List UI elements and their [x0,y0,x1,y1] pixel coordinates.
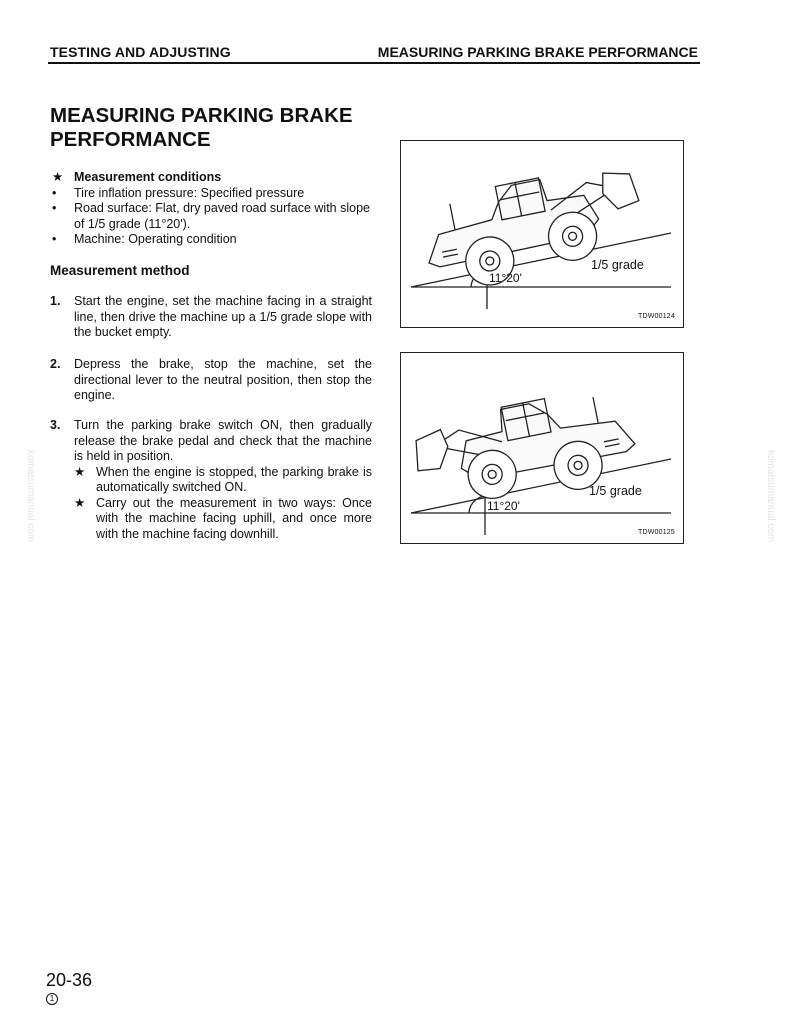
figure-uphill [400,140,684,328]
condition-text: Machine: Operating condition [74,232,237,246]
measurement-conditions [50,170,372,248]
page-topic-header: MEASURING PARKING BRAKE PERFORMANCE [377,44,698,60]
method-step-1 [50,294,372,341]
method-step-2 [50,357,372,404]
condition-item [50,201,372,232]
method-note [50,496,372,543]
wheel-loader-uphill-illustration [401,141,683,327]
step-text: Turn the parking brake switch ON, then gradually release the brake pedal and check that the machine is held in position. [74,418,372,463]
figure-code: TDW00124 [637,313,675,320]
section-header: TESTING AND ADJUSTING [50,44,231,60]
wheel-loader-downhill-illustration [401,353,683,543]
method-note [50,465,372,496]
grade-label: 1/5 grade [591,258,644,272]
page-title-line-1: MEASURING PARKING BRAKE [50,104,353,127]
grade-label: 1/5 grade [589,484,642,498]
step-number: 3. [50,418,61,432]
figure-downhill [400,352,684,544]
bullet-icon: • [52,232,57,246]
star-icon: ★ [52,170,64,184]
conditions-heading [50,170,372,186]
step-text: Start the engine, set the machine facing in a straight line, then drive the machine up a 1/5 grade slope with the bucket empty. [74,294,372,339]
method-heading: Measurement method [50,263,190,278]
page-title [50,104,380,152]
figure-code: TDW00125 [637,529,675,536]
note-text: Carry out the measurement in two ways: Once with the machine facing uphill, and once more with the machine facing downhill. [96,495,372,541]
condition-text: Road surface: Flat, dry paved road surface with slope of 1/5 grade (11°20'). [74,201,370,231]
step-number: 1. [50,294,61,308]
step-number: 2. [50,357,61,371]
angle-label: 11°20' [489,271,522,285]
method-step-3 [50,418,372,542]
header-rule [48,62,700,64]
bullet-icon: • [52,185,57,200]
angle-label: 11°20' [487,499,520,513]
page-title-line-2: PERFORMANCE [50,128,211,151]
step-text: Depress the brake, stop the machine, set the directional lever to the neutral position, then stop the engine. [74,357,372,402]
star-icon: ★ [74,464,86,479]
conditions-heading-text: Measurement conditions [74,170,222,184]
revision-mark: 1 [46,993,58,1005]
page-number: 20-36 [46,970,93,990]
bullet-icon: • [52,201,57,215]
note-text: When the engine is stopped, the parking brake is automatically switched ON. [96,464,372,494]
star-icon: ★ [74,495,86,510]
condition-item [50,186,372,202]
watermark-right: komatsumanual.com [765,450,776,543]
condition-item [50,232,372,248]
watermark-left: komatsumanual.com [25,450,36,543]
condition-text: Tire inflation pressure: Specified pressure [74,185,305,200]
